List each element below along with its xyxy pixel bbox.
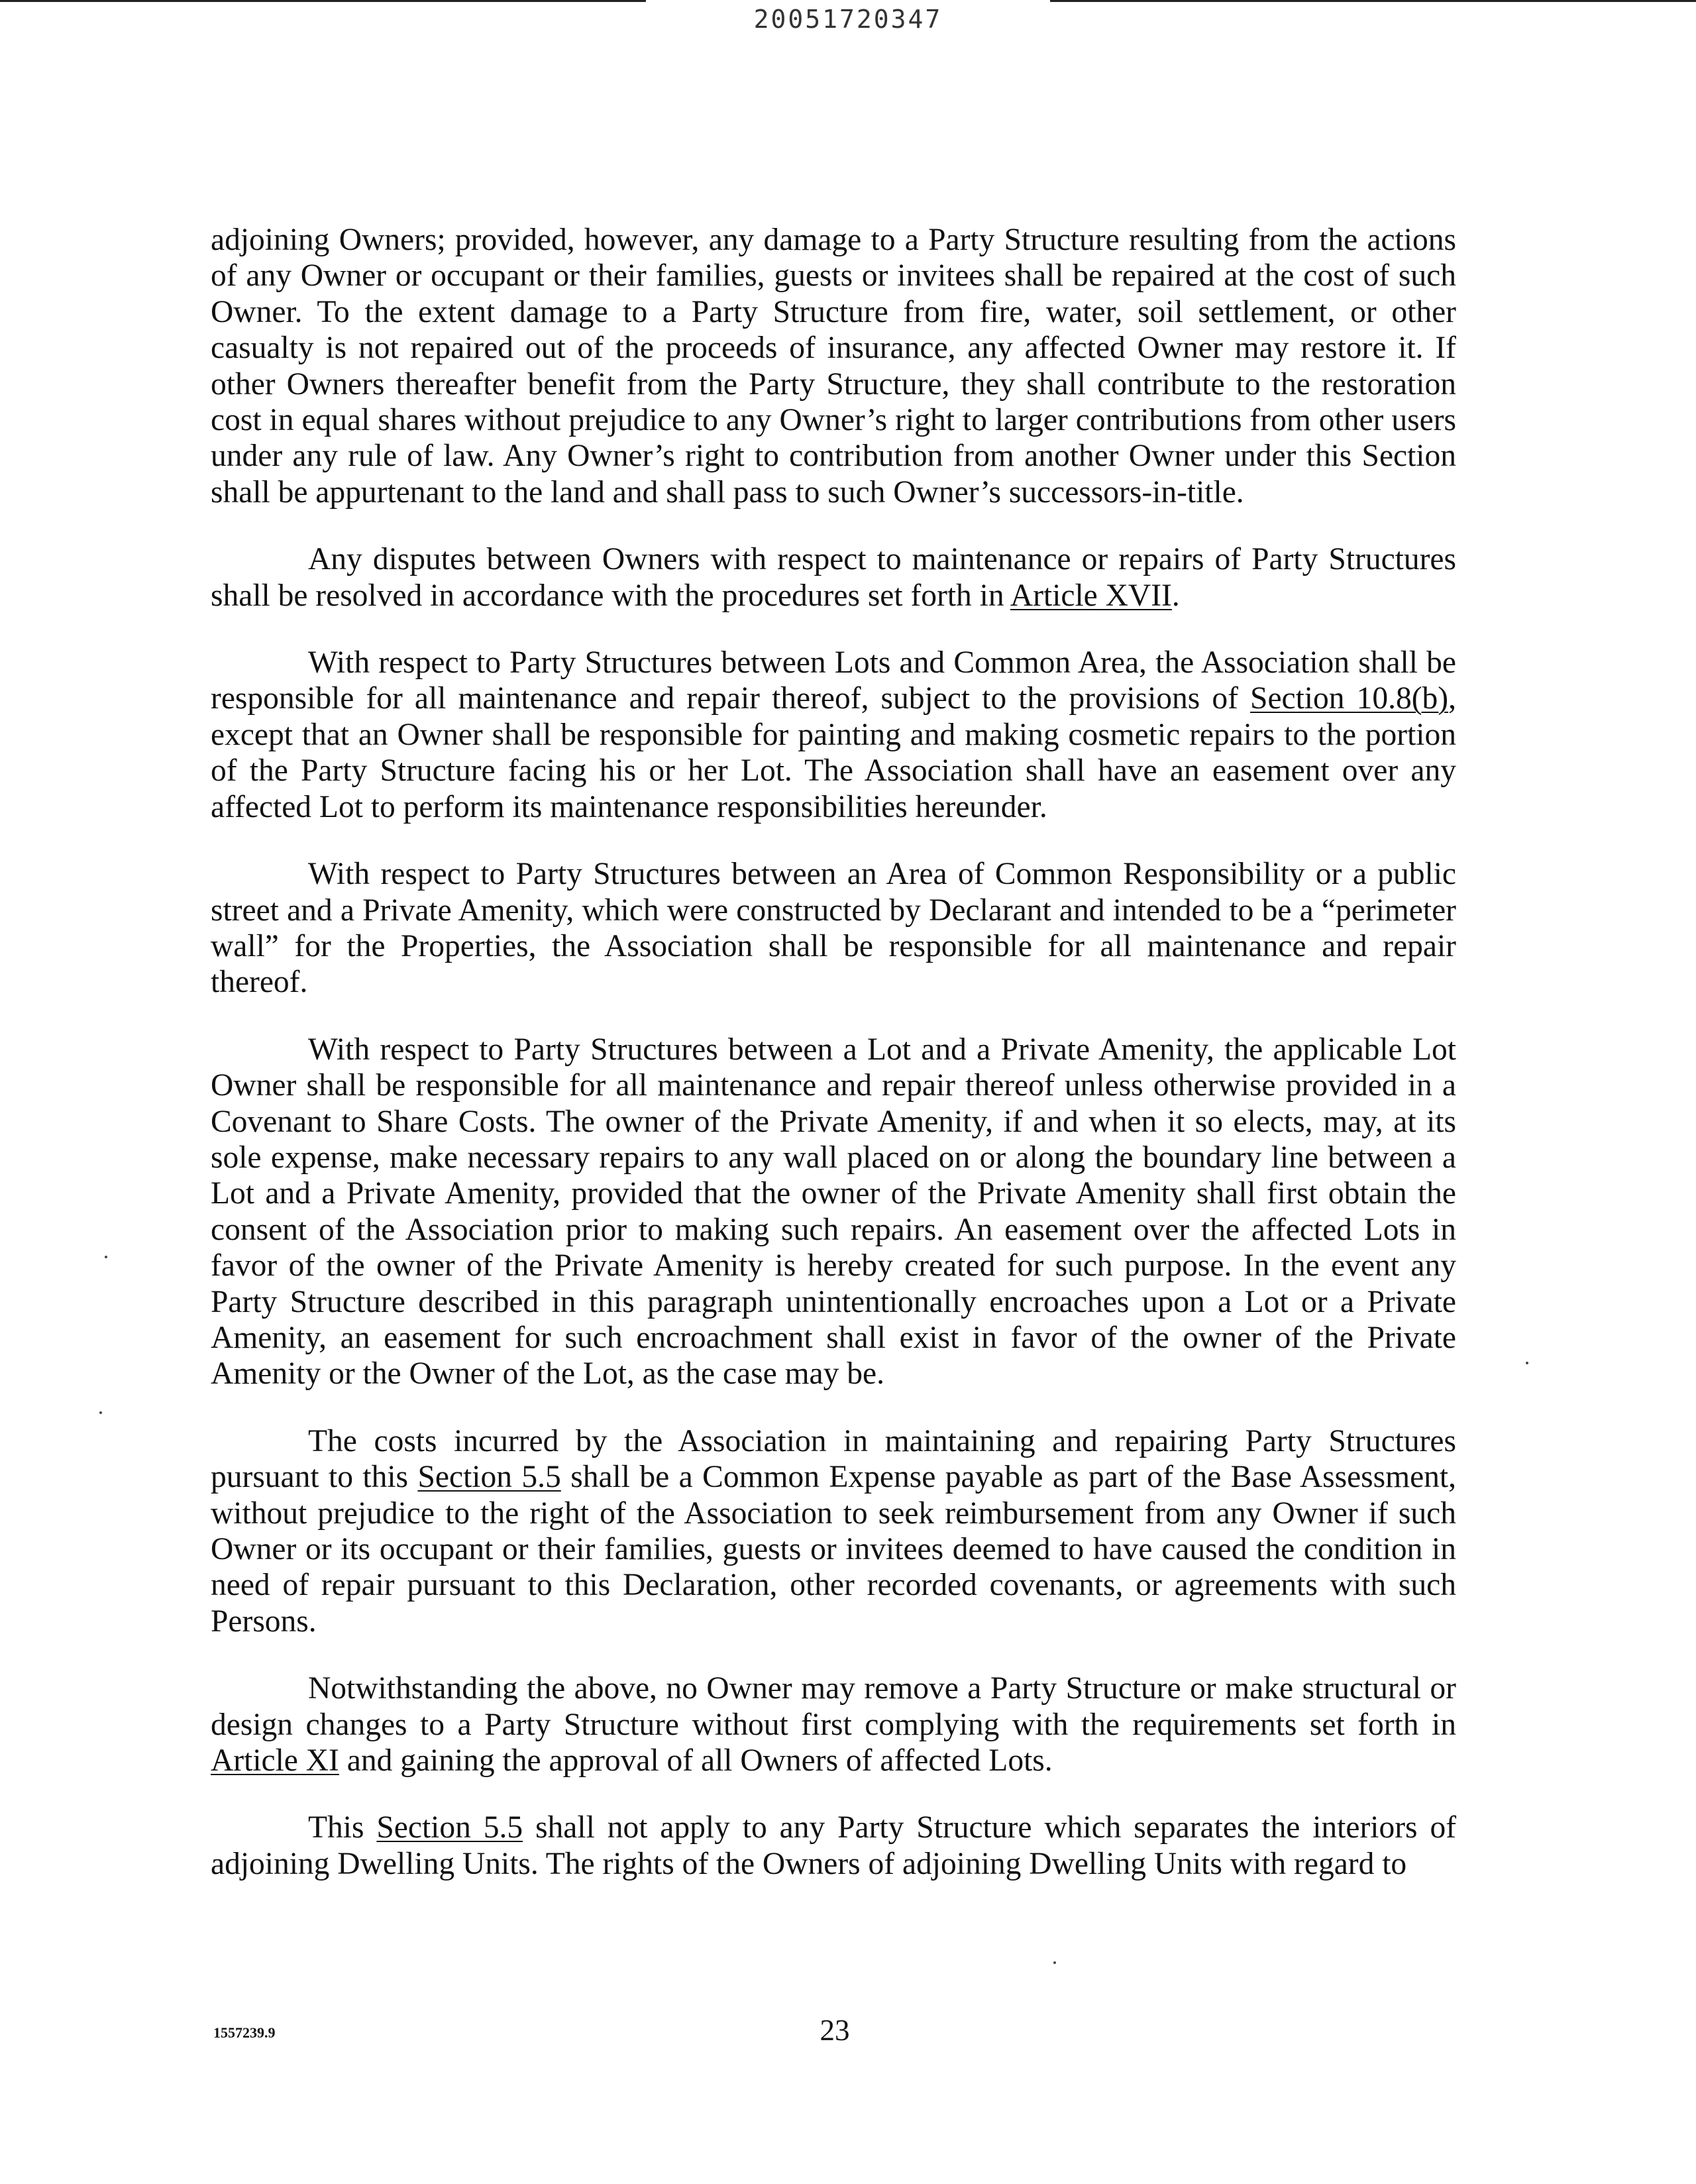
paragraph-6 (211, 1423, 1456, 1639)
paragraph-8-text: This (308, 1810, 377, 1845)
paragraph-7-end: and gaining the approval of all Owners of affected Lots. (339, 1743, 1053, 1778)
document-body (211, 222, 1456, 1882)
header-rule-right (1050, 0, 1696, 2)
paragraph-8-end: shall not apply to any Party Structure which separates the interiors of adjoining Dwelling Units. The rights of the Owners of adjoining Dwelling Units with regard to (211, 1810, 1457, 1881)
header-rule-left (0, 0, 646, 2)
footer-document-id: 1557239.9 (213, 2024, 276, 2041)
article-xvii-reference: Article XVII (1010, 578, 1172, 613)
paragraph-6-text: The costs incurred by the Association in maintaining and repairing Party Structures pursuant to this (211, 1423, 1456, 1495)
paragraph-4: With respect to Party Structures between an Area of Common Responsibility or a public street and a Private Amenity, which were constructed by Declarant and intended to be a “perimeter wall” for the Properties, the Association shall be responsible for all maintenance and repair thereof. (211, 857, 1456, 1000)
paragraph-3-end: , except that an Owner shall be responsible for painting and making cosmetic repairs to the portion of the Party Structure facing his or her Lot. The Association shall have an easement over any affected Lot to perform its maintenance responsibilities hereunder. (211, 681, 1456, 824)
article-xi-reference: Article XI (211, 1743, 339, 1778)
scan-speck (1526, 1362, 1528, 1364)
paragraph-2-text: Any disputes between Owners with respect to maintenance or repairs of Party Structures shall be resolved in accordance with the procedures set forth in (211, 542, 1456, 613)
paragraph-7-text: Notwithstanding the above, no Owner may remove a Party Structure or make structural or design changes to a Party Structure without first complying with the requirements set forth in (211, 1671, 1456, 1742)
paragraph-2 (211, 541, 1456, 614)
paragraph-3-text: With respect to Party Structures between Lots and Common Area, the Association shall be responsible for all maintenance and repair thereof, subject to the provisions of (211, 645, 1456, 716)
page-number: 23 (820, 2014, 850, 2047)
scan-speck (1053, 1961, 1056, 1964)
section-10-8b-reference: Section 10.8(b) (1250, 681, 1449, 716)
section-5-5-reference-2: Section 5.5 (376, 1810, 523, 1845)
paragraph-2-end: . (1171, 578, 1180, 613)
paragraph-6-end: shall be a Common Expense payable as part of the Base Assessment, without prejudice to the right of the Association to seek reimbursement from any Owner if such Owner or its occupant or their families, guests or invitees deemed to have caused the condition in need of repair pursuant to this Declaration, other recorded covenants, or agreements with such Persons. (211, 1460, 1456, 1639)
scan-speck (99, 1411, 102, 1414)
section-5-5-reference: Section 5.5 (417, 1460, 561, 1495)
paragraph-8 (211, 1810, 1456, 1882)
paragraph-1: adjoining Owners; provided, however, any damage to a Party Structure resulting from the actions of any Owner or occupant or their families, guests or invitees shall be repaired at the cost of such Owner. To the extent damage to a Party Structure from fire, water, soil settlement, or other casualty is not repaired out of the proceeds of insurance, any affected Owner may restore it. If other Owners thereafter benefit from the Party Structure, they shall contribute to the restoration cost in equal shares without prejudice to any Owner’s right to larger contributions from other users under any rule of law. Any Owner’s right to contribution from another Owner under this Section shall be appurtenant to the land and shall pass to such Owner’s successors-in-title. (211, 223, 1456, 510)
paragraph-7 (211, 1670, 1456, 1778)
paragraph-3 (211, 645, 1456, 825)
paragraph-5: With respect to Party Structures between a Lot and a Private Amenity, the applicable Lot Owner shall be responsible for all maintenance and repair thereof unless otherwise provided in a Covenant to Share Costs. The owner of the Private Amenity, if and when it so elects, may, at its sole expense, make necessary repairs to any wall placed on or along the boundary line between a Lot and a Private Amenity, provided that the owner of the Private Amenity shall first obtain the consent of the Association prior to making such repairs. An easement over the affected Lots in favor of the owner of the Private Amenity is hereby created for such purpose. In the event any Party Structure described in this paragraph unintentionally encroaches upon a Lot or a Private Amenity, an easement for such encroachment shall exist in favor of the owner of the Private Amenity or the Owner of the Lot, as the case may be. (211, 1032, 1456, 1392)
scan-speck (105, 1256, 107, 1258)
document-number: 20051720347 (753, 5, 943, 34)
